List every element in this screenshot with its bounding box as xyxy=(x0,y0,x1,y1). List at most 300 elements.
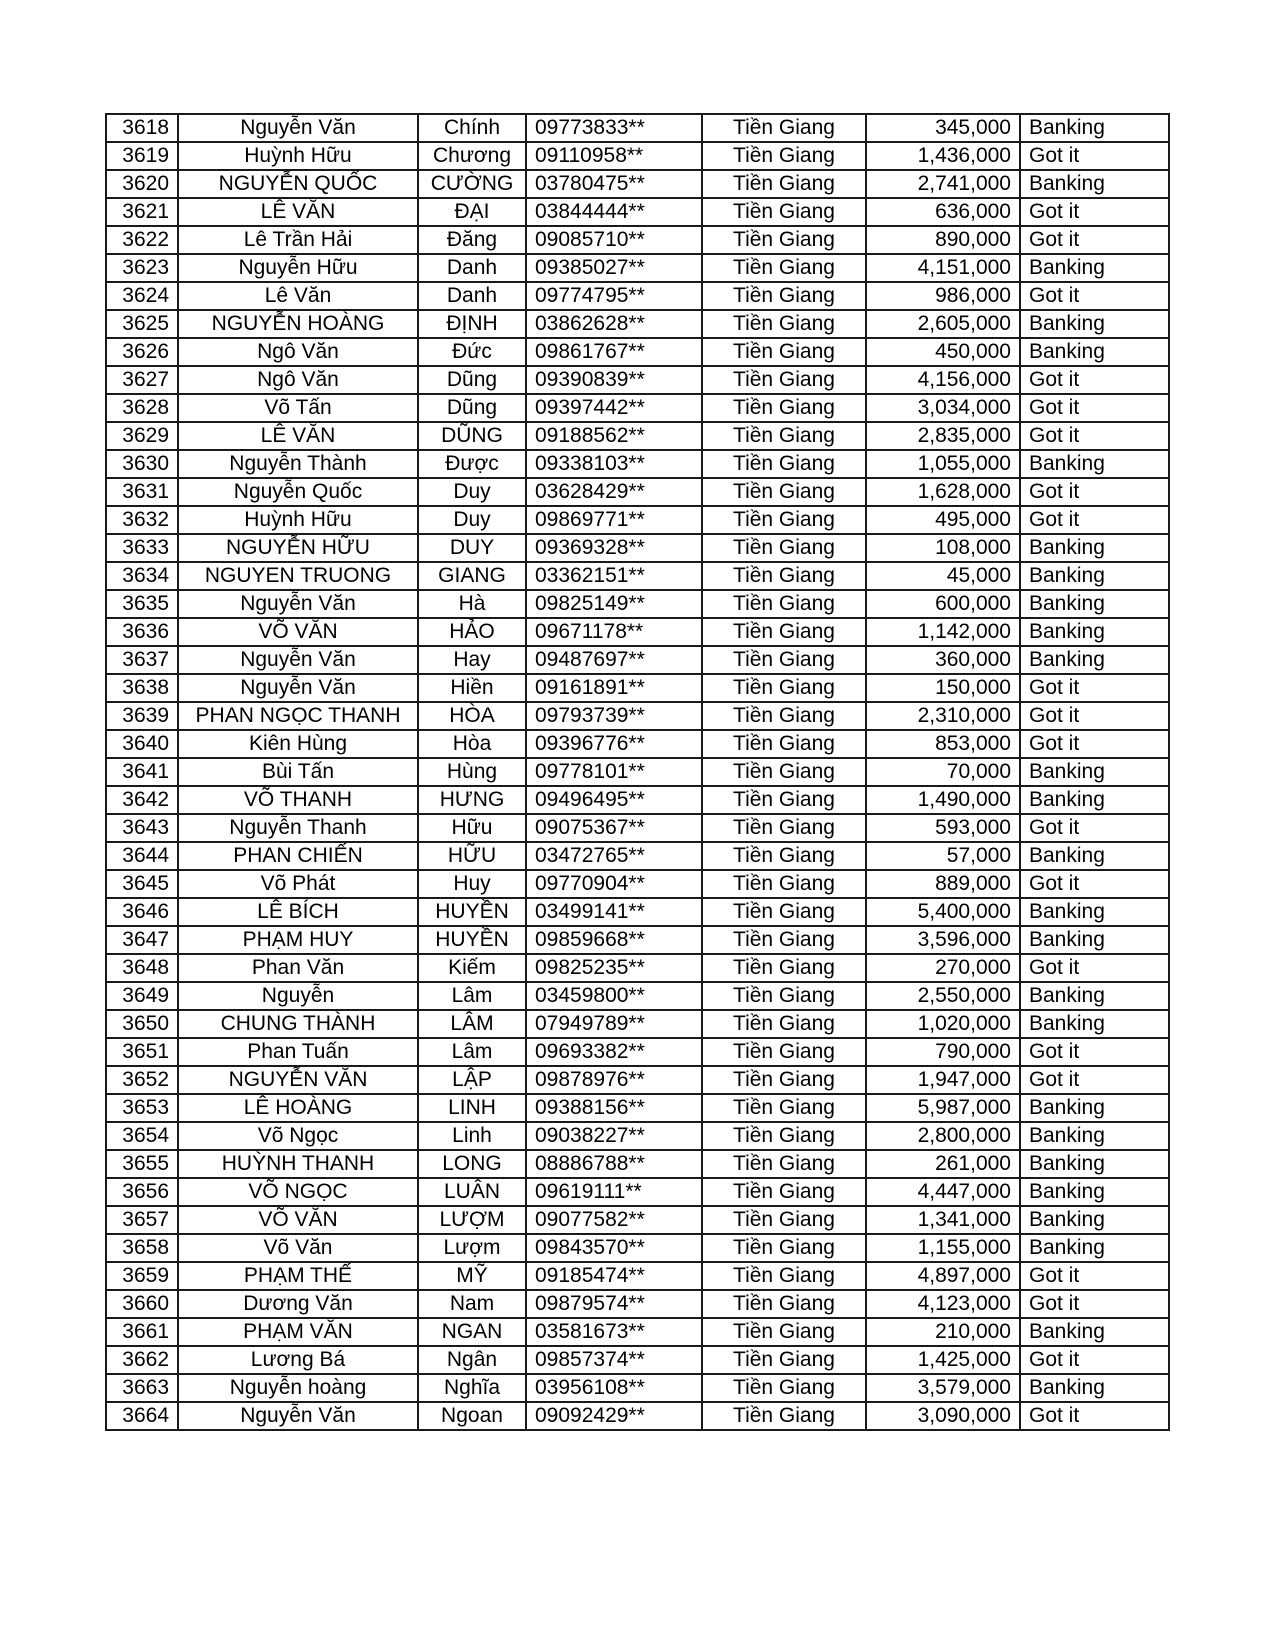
province-cell: Tiền Giang xyxy=(702,842,866,870)
province-cell: Tiền Giang xyxy=(702,1374,866,1402)
amount-cell: 890,000 xyxy=(866,226,1020,254)
phone-cell: 07949789** xyxy=(526,1010,702,1038)
phone-cell: 03581673** xyxy=(526,1318,702,1346)
row-number: 3621 xyxy=(106,198,178,226)
phone-cell: 09390839** xyxy=(526,366,702,394)
phone-cell: 09161891** xyxy=(526,674,702,702)
row-number: 3644 xyxy=(106,842,178,870)
row-number: 3663 xyxy=(106,1374,178,1402)
row-number: 3640 xyxy=(106,730,178,758)
province-cell: Tiền Giang xyxy=(702,366,866,394)
amount-cell: 1,055,000 xyxy=(866,450,1020,478)
table-row xyxy=(106,702,1169,730)
row-number: 3641 xyxy=(106,758,178,786)
payment-method-cell: Got it xyxy=(1020,1038,1169,1066)
given-name-cell: MỸ xyxy=(418,1262,526,1290)
row-number: 3661 xyxy=(106,1318,178,1346)
surname-cell: PHAN CHIẾN xyxy=(178,842,418,870)
row-number: 3646 xyxy=(106,898,178,926)
province-cell: Tiền Giang xyxy=(702,1262,866,1290)
surname-cell: NGUYỄN HỮU xyxy=(178,534,418,562)
payment-method-cell: Banking xyxy=(1020,926,1169,954)
payment-method-cell: Got it xyxy=(1020,198,1169,226)
given-name-cell: HƯNG xyxy=(418,786,526,814)
row-number: 3638 xyxy=(106,674,178,702)
row-number: 3635 xyxy=(106,590,178,618)
province-cell: Tiền Giang xyxy=(702,534,866,562)
phone-cell: 09397442** xyxy=(526,394,702,422)
province-cell: Tiền Giang xyxy=(702,786,866,814)
amount-cell: 1,425,000 xyxy=(866,1346,1020,1374)
amount-cell: 1,947,000 xyxy=(866,1066,1020,1094)
table-row xyxy=(106,1038,1169,1066)
amount-cell: 2,310,000 xyxy=(866,702,1020,730)
table-row xyxy=(106,1122,1169,1150)
given-name-cell: ĐỊNH xyxy=(418,310,526,338)
given-name-cell: Linh xyxy=(418,1122,526,1150)
phone-cell: 09396776** xyxy=(526,730,702,758)
surname-cell: Nguyễn Hữu xyxy=(178,254,418,282)
surname-cell: PHAN NGỌC THANH xyxy=(178,702,418,730)
province-cell: Tiền Giang xyxy=(702,142,866,170)
province-cell: Tiền Giang xyxy=(702,1346,866,1374)
amount-cell: 2,605,000 xyxy=(866,310,1020,338)
given-name-cell: Đăng xyxy=(418,226,526,254)
payment-method-cell: Banking xyxy=(1020,1122,1169,1150)
surname-cell: CHUNG THÀNH xyxy=(178,1010,418,1038)
phone-cell: 09075367** xyxy=(526,814,702,842)
surname-cell: Võ Văn xyxy=(178,1234,418,1262)
row-number: 3639 xyxy=(106,702,178,730)
given-name-cell: LUÂN xyxy=(418,1178,526,1206)
phone-cell: 03472765** xyxy=(526,842,702,870)
phone-cell: 03362151** xyxy=(526,562,702,590)
province-cell: Tiền Giang xyxy=(702,590,866,618)
row-number: 3651 xyxy=(106,1038,178,1066)
table-row xyxy=(106,506,1169,534)
phone-cell: 08886788** xyxy=(526,1150,702,1178)
amount-cell: 986,000 xyxy=(866,282,1020,310)
surname-cell: VÕ NGỌC xyxy=(178,1178,418,1206)
table-row xyxy=(106,1234,1169,1262)
phone-cell: 09879574** xyxy=(526,1290,702,1318)
amount-cell: 889,000 xyxy=(866,870,1020,898)
given-name-cell: HUYỀN xyxy=(418,898,526,926)
amount-cell: 790,000 xyxy=(866,1038,1020,1066)
payment-method-cell: Got it xyxy=(1020,142,1169,170)
table-row xyxy=(106,646,1169,674)
table-row xyxy=(106,1066,1169,1094)
province-cell: Tiền Giang xyxy=(702,926,866,954)
surname-cell: Nguyễn Văn xyxy=(178,114,418,142)
row-number: 3634 xyxy=(106,562,178,590)
surname-cell: Bùi Tấn xyxy=(178,758,418,786)
amount-cell: 150,000 xyxy=(866,674,1020,702)
given-name-cell: Hữu xyxy=(418,814,526,842)
phone-cell: 09878976** xyxy=(526,1066,702,1094)
given-name-cell: Dũng xyxy=(418,366,526,394)
row-number: 3620 xyxy=(106,170,178,198)
row-number: 3653 xyxy=(106,1094,178,1122)
surname-cell: VÕ THANH xyxy=(178,786,418,814)
phone-cell: 09388156** xyxy=(526,1094,702,1122)
phone-cell: 09385027** xyxy=(526,254,702,282)
row-number: 3629 xyxy=(106,422,178,450)
province-cell: Tiền Giang xyxy=(702,898,866,926)
phone-cell: 09092429** xyxy=(526,1402,702,1430)
payment-method-cell: Banking xyxy=(1020,590,1169,618)
phone-cell: 09671178** xyxy=(526,618,702,646)
table-row xyxy=(106,814,1169,842)
table-row xyxy=(106,142,1169,170)
payment-method-cell: Got it xyxy=(1020,506,1169,534)
table-row xyxy=(106,310,1169,338)
given-name-cell: LÂM xyxy=(418,1010,526,1038)
given-name-cell: HÒA xyxy=(418,702,526,730)
amount-cell: 1,628,000 xyxy=(866,478,1020,506)
table-row xyxy=(106,786,1169,814)
phone-cell: 09038227** xyxy=(526,1122,702,1150)
province-cell: Tiền Giang xyxy=(702,870,866,898)
row-number: 3649 xyxy=(106,982,178,1010)
amount-cell: 600,000 xyxy=(866,590,1020,618)
surname-cell: LÊ BÍCH xyxy=(178,898,418,926)
phone-cell: 03499141** xyxy=(526,898,702,926)
phone-cell: 09869771** xyxy=(526,506,702,534)
table-row xyxy=(106,534,1169,562)
given-name-cell: Ngoan xyxy=(418,1402,526,1430)
phone-cell: 03628429** xyxy=(526,478,702,506)
surname-cell: Dương Văn xyxy=(178,1290,418,1318)
given-name-cell: Huy xyxy=(418,870,526,898)
given-name-cell: Nam xyxy=(418,1290,526,1318)
amount-cell: 853,000 xyxy=(866,730,1020,758)
payment-method-cell: Got it xyxy=(1020,702,1169,730)
given-name-cell: ĐẠI xyxy=(418,198,526,226)
amount-cell: 210,000 xyxy=(866,1318,1020,1346)
surname-cell: Nguyễn Văn xyxy=(178,590,418,618)
surname-cell: Kiên Hùng xyxy=(178,730,418,758)
amount-cell: 3,579,000 xyxy=(866,1374,1020,1402)
province-cell: Tiền Giang xyxy=(702,1066,866,1094)
payment-method-cell: Got it xyxy=(1020,366,1169,394)
row-number: 3658 xyxy=(106,1234,178,1262)
phone-cell: 09773833** xyxy=(526,114,702,142)
payment-method-cell: Banking xyxy=(1020,534,1169,562)
phone-cell: 09338103** xyxy=(526,450,702,478)
row-number: 3624 xyxy=(106,282,178,310)
row-number: 3633 xyxy=(106,534,178,562)
amount-cell: 2,800,000 xyxy=(866,1122,1020,1150)
table-row xyxy=(106,674,1169,702)
payment-method-cell: Got it xyxy=(1020,1402,1169,1430)
given-name-cell: Chương xyxy=(418,142,526,170)
payment-method-cell: Got it xyxy=(1020,1066,1169,1094)
phone-cell: 09110958** xyxy=(526,142,702,170)
phone-cell: 09793739** xyxy=(526,702,702,730)
amount-cell: 1,341,000 xyxy=(866,1206,1020,1234)
given-name-cell: HUYỀN xyxy=(418,926,526,954)
amount-cell: 270,000 xyxy=(866,954,1020,982)
row-number: 3645 xyxy=(106,870,178,898)
surname-cell: Nguyễn xyxy=(178,982,418,1010)
payment-method-cell: Banking xyxy=(1020,1234,1169,1262)
province-cell: Tiền Giang xyxy=(702,422,866,450)
given-name-cell: Ngân xyxy=(418,1346,526,1374)
province-cell: Tiền Giang xyxy=(702,478,866,506)
surname-cell: Phan Văn xyxy=(178,954,418,982)
row-number: 3628 xyxy=(106,394,178,422)
given-name-cell: Lâm xyxy=(418,1038,526,1066)
surname-cell: LÊ VĂN xyxy=(178,422,418,450)
phone-cell: 09077582** xyxy=(526,1206,702,1234)
amount-cell: 3,090,000 xyxy=(866,1402,1020,1430)
payment-method-cell: Banking xyxy=(1020,562,1169,590)
phone-cell: 09857374** xyxy=(526,1346,702,1374)
amount-cell: 4,151,000 xyxy=(866,254,1020,282)
payment-method-cell: Got it xyxy=(1020,1262,1169,1290)
surname-cell: NGUYỄN VĂN xyxy=(178,1066,418,1094)
payment-method-cell: Got it xyxy=(1020,1346,1169,1374)
province-cell: Tiền Giang xyxy=(702,338,866,366)
row-number: 3657 xyxy=(106,1206,178,1234)
province-cell: Tiền Giang xyxy=(702,1178,866,1206)
given-name-cell: Đức xyxy=(418,338,526,366)
surname-cell: Ngô Văn xyxy=(178,366,418,394)
amount-cell: 2,741,000 xyxy=(866,170,1020,198)
row-number: 3632 xyxy=(106,506,178,534)
table-row xyxy=(106,1010,1169,1038)
table-row xyxy=(106,926,1169,954)
province-cell: Tiền Giang xyxy=(702,170,866,198)
table-body xyxy=(106,114,1169,1430)
given-name-cell: GIANG xyxy=(418,562,526,590)
province-cell: Tiền Giang xyxy=(702,1150,866,1178)
phone-cell: 03780475** xyxy=(526,170,702,198)
phone-cell: 09619111** xyxy=(526,1178,702,1206)
payment-method-cell: Banking xyxy=(1020,338,1169,366)
row-number: 3643 xyxy=(106,814,178,842)
table-row xyxy=(106,590,1169,618)
payment-method-cell: Banking xyxy=(1020,1150,1169,1178)
province-cell: Tiền Giang xyxy=(702,1206,866,1234)
row-number: 3622 xyxy=(106,226,178,254)
surname-cell: Lê Trần Hải xyxy=(178,226,418,254)
surname-cell: Phan Tuấn xyxy=(178,1038,418,1066)
payment-method-cell: Banking xyxy=(1020,1178,1169,1206)
given-name-cell: LONG xyxy=(418,1150,526,1178)
payment-method-cell: Got it xyxy=(1020,814,1169,842)
amount-cell: 4,447,000 xyxy=(866,1178,1020,1206)
phone-cell: 09369328** xyxy=(526,534,702,562)
surname-cell: PHẠM THẾ xyxy=(178,1262,418,1290)
payment-method-cell: Got it xyxy=(1020,954,1169,982)
payment-method-cell: Banking xyxy=(1020,898,1169,926)
province-cell: Tiền Giang xyxy=(702,1290,866,1318)
table-row xyxy=(106,1150,1169,1178)
phone-cell: 09770904** xyxy=(526,870,702,898)
given-name-cell: Hùng xyxy=(418,758,526,786)
row-number: 3648 xyxy=(106,954,178,982)
row-number: 3627 xyxy=(106,366,178,394)
payment-method-cell: Banking xyxy=(1020,1374,1169,1402)
given-name-cell: Được xyxy=(418,450,526,478)
payment-method-cell: Banking xyxy=(1020,1094,1169,1122)
amount-cell: 108,000 xyxy=(866,534,1020,562)
row-number: 3655 xyxy=(106,1150,178,1178)
amount-cell: 5,987,000 xyxy=(866,1094,1020,1122)
phone-cell: 03956108** xyxy=(526,1374,702,1402)
amount-cell: 70,000 xyxy=(866,758,1020,786)
amount-cell: 4,123,000 xyxy=(866,1290,1020,1318)
payment-method-cell: Banking xyxy=(1020,786,1169,814)
amount-cell: 2,550,000 xyxy=(866,982,1020,1010)
province-cell: Tiền Giang xyxy=(702,282,866,310)
given-name-cell: Lâm xyxy=(418,982,526,1010)
given-name-cell: LƯỢM xyxy=(418,1206,526,1234)
surname-cell: LÊ VĂN xyxy=(178,198,418,226)
table-row xyxy=(106,422,1169,450)
row-number: 3656 xyxy=(106,1178,178,1206)
payment-method-cell: Banking xyxy=(1020,646,1169,674)
province-cell: Tiền Giang xyxy=(702,1038,866,1066)
payment-method-cell: Banking xyxy=(1020,450,1169,478)
payment-method-cell: Banking xyxy=(1020,982,1169,1010)
phone-cell: 03844444** xyxy=(526,198,702,226)
payment-method-cell: Banking xyxy=(1020,254,1169,282)
province-cell: Tiền Giang xyxy=(702,310,866,338)
table-row xyxy=(106,338,1169,366)
province-cell: Tiền Giang xyxy=(702,114,866,142)
phone-cell: 09487697** xyxy=(526,646,702,674)
table-row xyxy=(106,282,1169,310)
table-row xyxy=(106,478,1169,506)
table-row xyxy=(106,1290,1169,1318)
amount-cell: 3,596,000 xyxy=(866,926,1020,954)
table-row xyxy=(106,1318,1169,1346)
row-number: 3664 xyxy=(106,1402,178,1430)
payment-method-cell: Banking xyxy=(1020,310,1169,338)
amount-cell: 3,034,000 xyxy=(866,394,1020,422)
payment-method-cell: Got it xyxy=(1020,422,1169,450)
surname-cell: LÊ HOÀNG xyxy=(178,1094,418,1122)
row-number: 3662 xyxy=(106,1346,178,1374)
province-cell: Tiền Giang xyxy=(702,954,866,982)
province-cell: Tiền Giang xyxy=(702,814,866,842)
amount-cell: 57,000 xyxy=(866,842,1020,870)
table-row xyxy=(106,114,1169,142)
given-name-cell: CƯỜNG xyxy=(418,170,526,198)
table-row xyxy=(106,562,1169,590)
table-row xyxy=(106,254,1169,282)
payment-method-cell: Got it xyxy=(1020,730,1169,758)
amount-cell: 2,835,000 xyxy=(866,422,1020,450)
payment-method-cell: Got it xyxy=(1020,282,1169,310)
payment-method-cell: Banking xyxy=(1020,1318,1169,1346)
surname-cell: VÕ VĂN xyxy=(178,618,418,646)
table-row xyxy=(106,450,1169,478)
surname-cell: Ngô Văn xyxy=(178,338,418,366)
row-number: 3652 xyxy=(106,1066,178,1094)
given-name-cell: Duy xyxy=(418,478,526,506)
given-name-cell: NGAN xyxy=(418,1318,526,1346)
amount-cell: 5,400,000 xyxy=(866,898,1020,926)
table-row xyxy=(106,1346,1169,1374)
payment-method-cell: Got it xyxy=(1020,674,1169,702)
surname-cell: PHẠM HUY xyxy=(178,926,418,954)
phone-cell: 09774795** xyxy=(526,282,702,310)
table-row xyxy=(106,1094,1169,1122)
amount-cell: 1,142,000 xyxy=(866,618,1020,646)
payment-method-cell: Banking xyxy=(1020,842,1169,870)
row-number: 3623 xyxy=(106,254,178,282)
table-row xyxy=(106,226,1169,254)
phone-cell: 03459800** xyxy=(526,982,702,1010)
phone-cell: 09496495** xyxy=(526,786,702,814)
given-name-cell: DUY xyxy=(418,534,526,562)
province-cell: Tiền Giang xyxy=(702,674,866,702)
phone-cell: 09859668** xyxy=(526,926,702,954)
phone-cell: 09185474** xyxy=(526,1262,702,1290)
surname-cell: Huỳnh Hữu xyxy=(178,142,418,170)
row-number: 3625 xyxy=(106,310,178,338)
amount-cell: 4,897,000 xyxy=(866,1262,1020,1290)
payment-method-cell: Banking xyxy=(1020,758,1169,786)
surname-cell: Lương Bá xyxy=(178,1346,418,1374)
given-name-cell: Hòa xyxy=(418,730,526,758)
province-cell: Tiền Giang xyxy=(702,506,866,534)
table-row xyxy=(106,1178,1169,1206)
amount-cell: 636,000 xyxy=(866,198,1020,226)
table-row xyxy=(106,198,1169,226)
surname-cell: Nguyễn Quốc xyxy=(178,478,418,506)
surname-cell: VÕ VĂN xyxy=(178,1206,418,1234)
payment-method-cell: Got it xyxy=(1020,870,1169,898)
given-name-cell: Hay xyxy=(418,646,526,674)
amount-cell: 4,156,000 xyxy=(866,366,1020,394)
surname-cell: Nguyễn Văn xyxy=(178,674,418,702)
given-name-cell: HỮU xyxy=(418,842,526,870)
row-number: 3654 xyxy=(106,1122,178,1150)
given-name-cell: Nghĩa xyxy=(418,1374,526,1402)
given-name-cell: Lượm xyxy=(418,1234,526,1262)
surname-cell: Nguyễn hoàng xyxy=(178,1374,418,1402)
province-cell: Tiền Giang xyxy=(702,1402,866,1430)
row-number: 3618 xyxy=(106,114,178,142)
amount-cell: 1,155,000 xyxy=(866,1234,1020,1262)
table-row xyxy=(106,758,1169,786)
given-name-cell: DŨNG xyxy=(418,422,526,450)
phone-cell: 03862628** xyxy=(526,310,702,338)
row-number: 3660 xyxy=(106,1290,178,1318)
given-name-cell: LINH xyxy=(418,1094,526,1122)
province-cell: Tiền Giang xyxy=(702,1318,866,1346)
payment-method-cell: Got it xyxy=(1020,394,1169,422)
phone-cell: 09825235** xyxy=(526,954,702,982)
phone-cell: 09085710** xyxy=(526,226,702,254)
table-row xyxy=(106,394,1169,422)
amount-cell: 261,000 xyxy=(866,1150,1020,1178)
row-number: 3642 xyxy=(106,786,178,814)
given-name-cell: Dũng xyxy=(418,394,526,422)
amount-cell: 345,000 xyxy=(866,114,1020,142)
payout-table xyxy=(105,113,1170,1431)
payment-method-cell: Got it xyxy=(1020,226,1169,254)
province-cell: Tiền Giang xyxy=(702,702,866,730)
table-row xyxy=(106,730,1169,758)
surname-cell: Võ Ngọc xyxy=(178,1122,418,1150)
given-name-cell: Hiền xyxy=(418,674,526,702)
